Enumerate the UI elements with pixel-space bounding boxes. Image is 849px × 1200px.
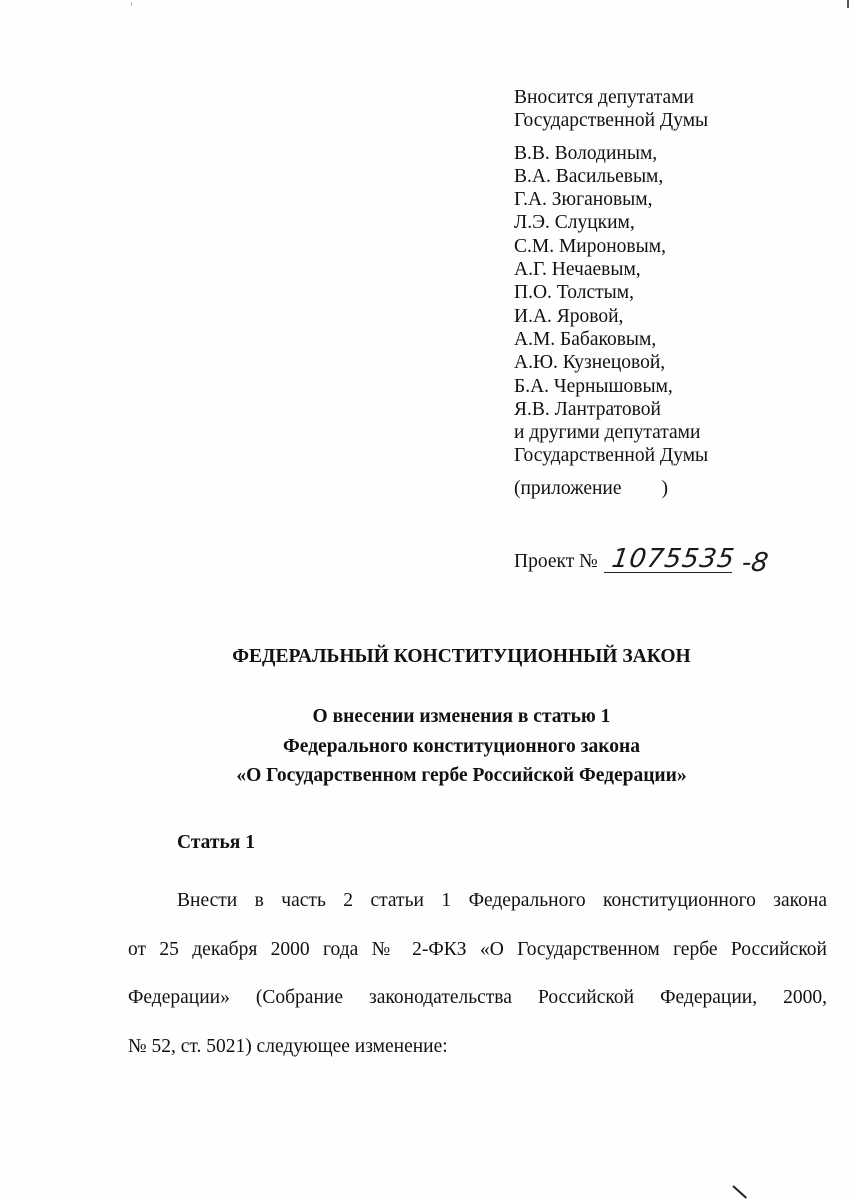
- appendix-open: (приложение: [514, 477, 622, 499]
- article-body-line: от 25 декабря 2000 года № 2-ФКЗ «О Государственном гербе Российской: [128, 938, 827, 960]
- project-label: Проект №: [514, 551, 598, 572]
- law-title-line: О внесении изменения в статью 1: [312, 706, 611, 727]
- introduced-by-block: [514, 86, 708, 500]
- deputy-name: А.М. Бабаковым,: [514, 328, 657, 350]
- law-title-line: Федерального конституционного закона: [283, 735, 640, 757]
- deputy-name: А.Ю. Кузнецовой,: [514, 352, 666, 374]
- law-title-line: «О Государственном гербе Российской Федерации»: [236, 765, 687, 786]
- appendix-close: ): [661, 477, 669, 499]
- deputy-name: Государственной Думы: [514, 445, 709, 467]
- deputy-name: А.Г. Нечаевым,: [514, 259, 641, 281]
- deputies-list: [514, 142, 708, 468]
- article-heading: Статья 1: [177, 832, 255, 853]
- deputy-name: Я.В. Лантратовой: [514, 398, 661, 420]
- project-number-line: [514, 544, 770, 578]
- introduced-by-line: Государственной Думы: [514, 110, 709, 132]
- law-title: [0, 702, 849, 791]
- project-number-handwritten: 1075535: [609, 544, 737, 574]
- deputy-name: Л.Э. Слуцким,: [514, 212, 635, 234]
- article-body: [128, 877, 827, 1071]
- article-body-line: Федерации» (Собрание законодательства Российской Федерации, 2000,: [128, 987, 827, 1008]
- deputy-name: В.А. Васильевым,: [514, 165, 664, 187]
- deputy-name: С.М. Мироновым,: [514, 235, 666, 257]
- deputy-name: В.В. Володиным,: [514, 142, 658, 164]
- article-body-line: № 52, ст. 5021) следующее изменение:: [128, 1035, 448, 1057]
- deputy-name: Г.А. Зюгановым,: [514, 189, 653, 211]
- law-type-heading: ФЕДЕРАЛЬНЫЙ КОНСТИТУЦИОННЫЙ ЗАКОН: [232, 646, 691, 667]
- project-number-field: [604, 544, 770, 578]
- article-body-line: Внести в часть 2 статьи 1 Федерального конституционного закона: [177, 890, 827, 911]
- deputy-name: и другими депутатами: [514, 422, 701, 444]
- deputy-name: Б.А. Чернышовым,: [514, 375, 673, 397]
- deputy-name: И.А. Яровой,: [514, 305, 624, 327]
- project-suffix-handwritten: -8: [739, 548, 770, 578]
- pen-stroke-mark: [732, 1185, 747, 1199]
- deputy-name: П.О. Толстым,: [514, 282, 634, 304]
- introduced-by-line: Вносится депутатами: [514, 87, 694, 108]
- appendix-note: [514, 477, 708, 500]
- scan-artifact: [131, 2, 132, 6]
